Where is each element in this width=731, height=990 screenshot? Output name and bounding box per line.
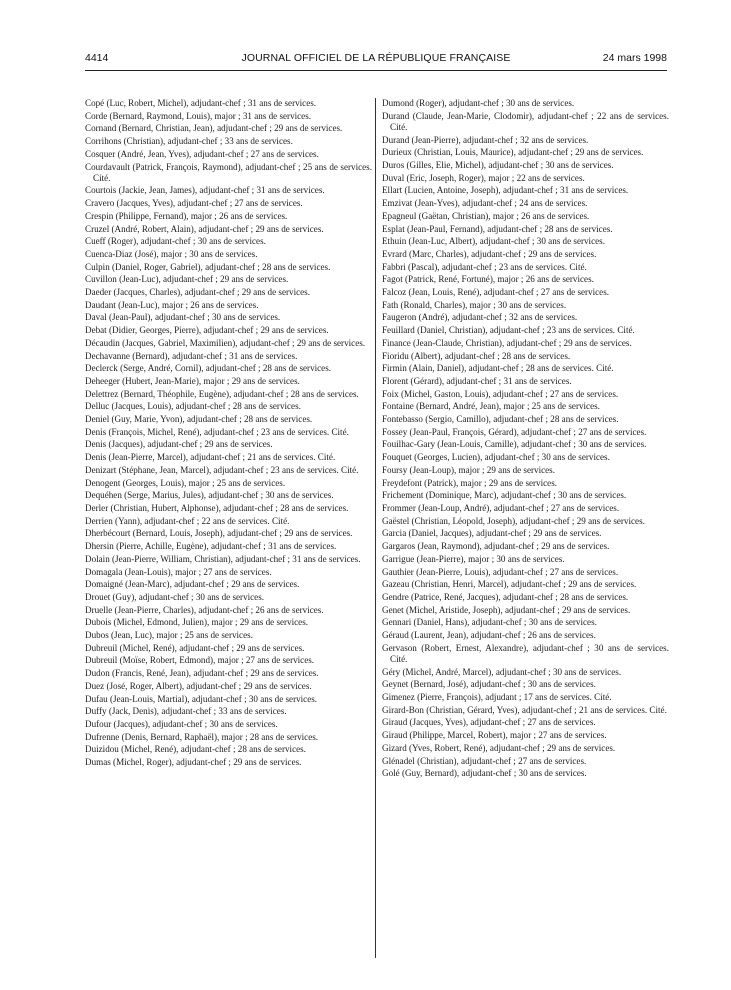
journal-title: JOURNAL OFFICIEL DE LA RÉPUBLIQUE FRANÇAISE (241, 52, 511, 64)
list-item: Daeder (Jacques, Charles), adjudant-chef ; 29 ans de services. (85, 287, 310, 298)
list-item: Cornand (Bernard, Christian, Jean), adjudant-chef ; 29 ans de services. (85, 123, 343, 134)
list-item: Dumond (Roger), adjudant-chef ; 30 ans de services. (382, 98, 575, 108)
list-item: Fouquet (Georges, Lucien), adjudant-chef ; 30 ans de services. (382, 452, 610, 463)
list-item: Duffy (Jack, Denis), adjudant-chef ; 33 ans de services. (85, 706, 287, 717)
list-item: Cosquer (André, Jean, Yves), adjudant-chef ; 27 ans de services. (85, 148, 319, 159)
list-item: Genet (Michel, Aristide, Joseph), adjudant-chef ; 29 ans de services. (382, 604, 631, 615)
list-item: Fontaine (Bernard, André, Jean), major ; 25 ans de services. (382, 401, 600, 412)
list-item: Durand (Jean-Pierre), adjudant-chef ; 32 ans de services. (382, 134, 589, 145)
list-item: Corde (Bernard, Raymond, Louis), major ; 31 ans de services. (85, 110, 312, 121)
list-item: Géry (Michel, André, Marcel), adjudant-chef ; 30 ans de services. (382, 666, 622, 677)
list-item: Cuenca-Diaz (José), major ; 30 ans de services. (85, 248, 258, 259)
list-item: Courdavault (Patrick, François, Raymond), adjudant-chef ; 25 ans de services. Cité. (85, 161, 372, 183)
list-item: Feuillard (Daniel, Christian), adjudant-chef ; 23 ans de services. Cité. (382, 325, 635, 336)
list-item: Fontebasso (Sergio, Camillo), adjudant-chef ; 28 ans de services. (382, 414, 619, 425)
list-item: Esplat (Jean-Paul, Fernand), adjudant-chef ; 28 ans de services. (382, 223, 613, 234)
list-item: Girard-Bon (Christian, Gérard, Yves), adjudant-chef ; 21 ans de services. Cité. (382, 704, 667, 715)
list-item: Daudant (Jean-Luc), major ; 26 ans de services. (85, 299, 259, 310)
list-item: Foix (Michel, Gaston, Louis), adjudant-chef ; 27 ans de services. (382, 388, 619, 399)
right-column (382, 98, 669, 781)
list-item: Ellart (Lucien, Antoine, Joseph), adjudant-chef ; 31 ans de services. (382, 185, 629, 196)
list-item: Fath (Ronald, Charles), major ; 30 ans de services. (382, 299, 567, 310)
list-item: Gizard (Yves, Robert, René), adjudant-chef ; 29 ans de services. (382, 742, 616, 753)
list-item: Denizart (Stéphane, Jean, Marcel), adjudant-chef ; 23 ans de services. Cité. (85, 464, 359, 475)
list-item: Dolain (Jean-Pierre, William, Christian), adjudant-chef ; 31 ans de services. (85, 553, 361, 564)
list-item: Deheeger (Hubert, Jean-Marie), major ; 29 ans de services. (85, 375, 300, 386)
list-item: Dumas (Michel, Roger), adjudant-chef ; 29 ans de services. (85, 757, 302, 768)
list-item: Dufour (Jacques), adjudant-chef ; 30 ans de services. (85, 718, 278, 729)
list-item: Evrard (Marc, Charles), adjudant-chef ; 29 ans de services. (382, 248, 597, 259)
list-item: Denogent (Georges, Louis), major ; 25 ans de services. (85, 477, 286, 488)
list-item: Cueff (Roger), adjudant-chef ; 30 ans de services. (85, 236, 266, 247)
list-item: Dhersin (Pierre, Achille, Eugène), adjudant-chef ; 31 ans de services. (85, 541, 337, 552)
list-item: Duizidou (Michel, René), adjudant-chef ; 28 ans de services. (85, 744, 306, 755)
list-item: Denis (Jacques), adjudant-chef ; 29 ans de services. (85, 439, 273, 450)
list-item: Fouilhac-Gary (Jean-Louis, Camille), adjudant-chef ; 30 ans de services. (382, 439, 647, 450)
list-item: Garrigue (Jean-Pierre), major ; 30 ans de services. (382, 553, 565, 564)
list-item: Gimenez (Pierre, François), adjudant ; 17 ans de services. Cité. (382, 692, 612, 703)
list-item: Fioridu (Albert), adjudant-chef ; 28 ans de services. (382, 350, 571, 361)
issue-date: 24 mars 1998 (602, 52, 667, 64)
list-item: Derrien (Yann), adjudant-chef ; 22 ans de services. Cité. (85, 515, 290, 526)
list-item: Dherbécourt (Bernard, Louis, Joseph), adjudant-chef ; 29 ans de services. (85, 528, 353, 539)
list-item: Delluc (Jacques, Louis), adjudant-chef ; 28 ans de services. (85, 401, 301, 412)
list-item: Dubos (Jean, Luc), major ; 25 ans de services. (85, 630, 253, 641)
list-item: Delettrez (Bernard, Théophile, Eugène), adjudant-chef ; 28 ans de services. (85, 388, 359, 399)
list-item: Glénadel (Christian), adjudant-chef ; 27 ans de services. (382, 755, 587, 766)
list-item: Declerck (Serge, André, Cornil), adjudant-chef ; 28 ans de services. (85, 363, 332, 374)
list-item: Fabbri (Pascal), adjudant-chef ; 23 ans de services. Cité. (382, 261, 587, 272)
list-item: Duros (Gilles, Elie, Michel), adjudant-chef ; 30 ans de services. (382, 160, 614, 171)
list-item: Frichement (Dominique, Marc), adjudant-chef ; 30 ans de services. (382, 490, 627, 501)
list-item: Garcia (Daniel, Jacques), adjudant-chef ; 29 ans de services. (382, 528, 602, 539)
list-item: Dechavanne (Bernard), adjudant-chef ; 31 ans de services. (85, 350, 298, 361)
list-item: Drouet (Guy), adjudant-chef ; 30 ans de services. (85, 591, 265, 602)
list-item: Giraud (Jacques, Yves), adjudant-chef ; 27 ans de services. (382, 717, 596, 728)
list-item: Druelle (Jean-Pierre, Charles), adjudant-chef ; 26 ans de services. (85, 604, 324, 615)
list-item: Dufau (Jean-Louis, Martial), adjudant-chef ; 30 ans de services. (85, 693, 318, 704)
list-item: Gaëstel (Christian, Léopold, Joseph), adjudant-chef ; 29 ans de services. (382, 515, 645, 526)
list-item: Denis (Jean-Pierre, Marcel), adjudant-chef ; 21 ans de services. Cité. (85, 452, 336, 463)
list-item: Daval (Jean-Paul), adjudant-chef ; 30 ans de services. (85, 312, 281, 323)
list-item: Frommer (Jean-Loup, André), adjudant-chef ; 27 ans de services. (382, 503, 620, 513)
page-number: 4414 (85, 52, 109, 64)
list-item: Décaudin (Jacques, Gabriel, Maximilien), adjudant-chef ; 29 ans de services. (85, 337, 366, 348)
list-item: Ethuin (Jean-Luc, Albert), adjudant-chef ; 30 ans de services. (382, 236, 605, 247)
list-item: Domagala (Jean-Louis), major ; 27 ans de services. (85, 566, 272, 577)
list-item: Gervason (Robert, Ernest, Alexandre), adjudant-chef ; 30 ans de services. Cité. (382, 642, 669, 664)
list-item: Durand (Claude, Jean-Marie, Clodomir), adjudant-chef ; 22 ans de services. Cité. (382, 110, 669, 132)
list-item: Dequéhen (Serge, Marius, Jules), adjudant-chef ; 30 ans de services. (85, 490, 334, 501)
list-item: Cuvillon (Jean-Luc), adjudant-chef ; 29 ans de services. (85, 274, 289, 285)
list-item: Firmin (Alain, Daniel), adjudant-chef ; 28 ans de services. Cité. (382, 363, 614, 374)
list-item: Corrihons (Christian), adjudant-chef ; 33 ans de services. (85, 136, 293, 147)
list-item: Fagot (Patrick, René, Fortuné), major ; 26 ans de services. (382, 274, 594, 285)
list-item: Foursy (Jean-Loup), major ; 29 ans de services. (382, 464, 555, 475)
list-item: Giraud (Philippe, Marcel, Robert), major ; 27 ans de services. (382, 730, 607, 741)
list-item: Domaigné (Jean-Marc), adjudant-chef ; 29 ans de services. (85, 579, 300, 590)
list-item: Deniel (Guy, Marie, Yvon), adjudant-chef ; 28 ans de services. (85, 414, 313, 425)
list-item: Dubois (Michel, Edmond, Julien), major ; 29 ans de services. (85, 617, 309, 628)
list-item: Freydefont (Patrick), major ; 29 ans de services. (382, 477, 558, 488)
list-item: Fossey (Jean-Paul, François, Gérard), adjudant-chef ; 27 ans de services. (382, 426, 647, 437)
list-item: Florent (Gérard), adjudant-chef ; 31 ans de services. (382, 375, 572, 386)
list-item: Dudon (Francis, René, Jean), adjudant-chef ; 29 ans de services. (85, 668, 319, 679)
list-item: Falcoz (Jean, Louis, René), adjudant-chef ; 27 ans de services. (382, 287, 610, 298)
list-item: Gauthier (Jean-Pierre, Louis), adjudant-chef ; 27 ans de services. (382, 566, 619, 577)
list-item: Faugeron (André), adjudant-chef ; 32 ans de services. (382, 312, 578, 323)
column-divider (375, 98, 376, 958)
header-rule (85, 70, 667, 71)
list-item: Durieux (Christian, Louis, Maurice), adjudant-chef ; 29 ans de services. (382, 147, 644, 158)
list-item: Golé (Guy, Bernard), adjudant-chef ; 30 ans de services. (382, 768, 587, 779)
list-item: Gazeau (Christian, Henri, Marcel), adjudant-chef ; 29 ans de services. (382, 579, 637, 590)
list-item: Epagneul (Gaëtan, Christian), major ; 26 ans de services. (382, 210, 590, 221)
list-item: Courtois (Jackie, Jean, James), adjudant-chef ; 31 ans de services. (85, 185, 325, 196)
list-item: Gendre (Patrice, René, Jacques), adjudant-chef ; 28 ans de services. (382, 591, 629, 602)
list-item: Crespin (Philippe, Fernand), major ; 26 ans de services. (85, 210, 288, 221)
left-column (85, 98, 372, 770)
list-item: Copé (Luc, Robert, Michel), adjudant-chef ; 31 ans de services. (85, 98, 317, 108)
list-item: Géraud (Laurent, Jean), adjudant-chef ; 26 ans de services. (382, 630, 596, 641)
list-item: Cruzel (André, Robert, Alain), adjudant-chef ; 29 ans de services. (85, 223, 324, 234)
list-item: Gennari (Daniel, Hans), adjudant-chef ; 30 ans de services. (382, 617, 597, 628)
list-item: Culpin (Daniel, Roger, Gabriel), adjudant-chef ; 28 ans de services. (85, 261, 331, 272)
list-item: Debat (Didier, Georges, Pierre), adjudant-chef ; 29 ans de services. (85, 325, 329, 336)
list-item: Derler (Christian, Hubert, Alphonse), adjudant-chef ; 28 ans de services. (85, 503, 349, 513)
list-item: Finance (Jean-Claude, Christian), adjudant-chef ; 29 ans de services. (382, 337, 632, 348)
list-item: Gargaros (Jean, Raymond), adjudant-chef ; 29 ans de services. (382, 541, 610, 552)
list-item: Emzivat (Jean-Yves), adjudant-chef ; 24 ans de services. (382, 198, 588, 209)
list-item: Duez (José, Roger, Albert), adjudant-chef ; 29 ans de services. (85, 680, 312, 691)
page-header (85, 52, 667, 68)
list-item: Denis (François, Michel, René), adjudant-chef ; 23 ans de services. Cité. (85, 426, 349, 437)
list-item: Cravero (Jacques, Yves), adjudant-chef ; 27 ans de services. (85, 198, 303, 209)
list-item: Duval (Eric, Joseph, Roger), major ; 22 ans de services. (382, 172, 585, 183)
list-item: Dubreuil (Michel, René), adjudant-chef ; 29 ans de services. (85, 642, 305, 653)
list-item: Geynet (Bernard, José), adjudant-chef ; 30 ans de services. (382, 679, 596, 690)
list-item: Dubreuil (Moïse, Robert, Edmond), major ; 27 ans de services. (85, 655, 315, 666)
list-item: Dufrenne (Denis, Bernard, Raphaël), major ; 28 ans de services. (85, 731, 319, 742)
